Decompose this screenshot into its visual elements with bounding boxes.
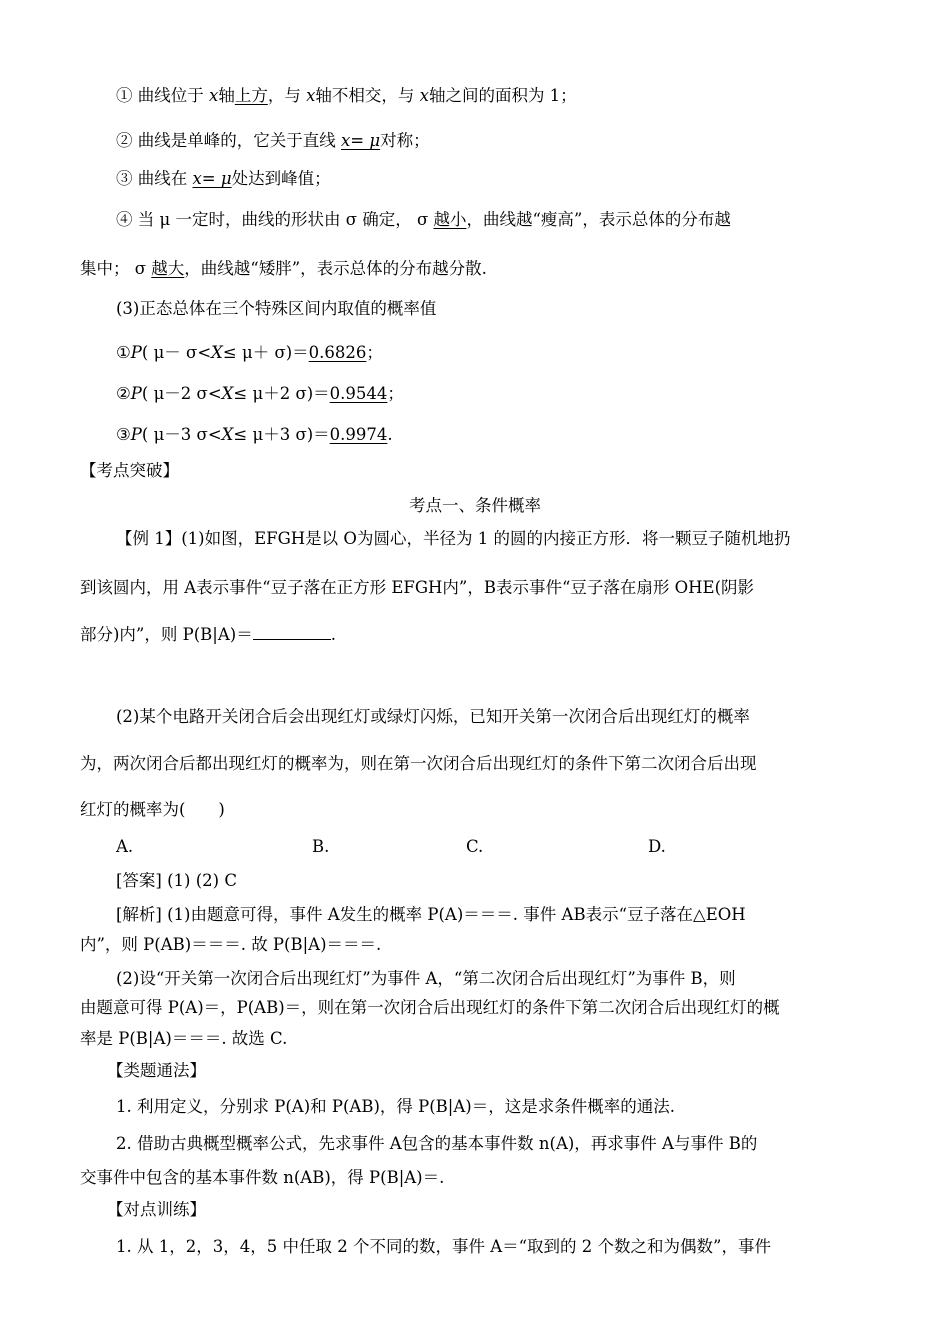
text: ，曲线越“瘦高”，表示总体的分布越 (466, 210, 731, 229)
method-line-3: 交事件中包含的基本事件数 n(AB)，得 P(B|A)＝. (80, 1168, 445, 1187)
option-c: C. (466, 837, 484, 856)
text: ③ (116, 425, 131, 444)
text: ≤ μ＋ σ)＝ (222, 343, 309, 362)
text: ④ 当 μ 一定时，曲线的形状由 σ 确定， σ (116, 210, 434, 229)
text: ≤ μ＋3 σ)＝ (233, 425, 330, 444)
text: . (387, 425, 393, 444)
probability-2 (116, 382, 404, 406)
property-4-line-2 (80, 257, 487, 281)
option-b: B. (312, 837, 330, 856)
property-3 (116, 167, 331, 191)
property-2 (116, 129, 430, 153)
text: ( μ－2 σ< (141, 384, 222, 403)
text: . (330, 625, 336, 644)
practice-heading: 【对点训练】 (107, 1200, 206, 1219)
underlined-answer: 0.6826 (308, 343, 367, 362)
analysis-line-2: 内”，则 P(AB)＝＝＝. 故 P(B|A)＝＝＝. (80, 935, 382, 954)
example-2-line-2: 为，两次闭合后都出现红灯的概率为，则在第一次闭合后出现红灯的条件下第二次闭合后出现 (80, 754, 757, 773)
text: ② 曲线是单峰的，它关于直线 (116, 131, 341, 150)
text: ； (366, 343, 383, 362)
practice-line-1: 1. 从 1，2，3，4，5 中任取 2 个不同的数，事件 A＝“取到的 2 个数之和为偶数”，事件 (116, 1237, 771, 1256)
analysis-line-1: [解析] (1)由题意可得，事件 A发生的概率 P(A)＝＝＝. 事件 AB表示“豆子落在△EOH (116, 905, 746, 924)
text: ② (116, 384, 131, 403)
section-heading-breakthrough: 【考点突破】 (80, 461, 179, 480)
text: ① 曲线位于 (116, 86, 209, 105)
math-x: x (209, 86, 219, 105)
example-2-line-1: (2)某个电路开关闭合后会出现红灯或绿灯闪烁，已知开关第一次闭合后出现红灯的概率 (116, 707, 750, 726)
underlined-answer: x= μ (192, 169, 232, 188)
probability-3 (116, 423, 393, 447)
option-d: D. (648, 837, 666, 856)
property-1 (116, 84, 577, 108)
underlined-answer: 上方 (234, 86, 268, 105)
text: 轴不相交，与 (315, 86, 420, 105)
example-1-line-1: 【例 1】(1)如图，EFGH是以 O为圆心，半径为 1 的圆的内接正方形．将一颗豆子随机地扔 (116, 529, 791, 548)
underlined-answer: x= μ (341, 131, 381, 150)
text: 轴 (218, 86, 235, 105)
math-x: x (306, 86, 316, 105)
math-p: P (130, 343, 142, 362)
answer: [答案] (1) (2) C (116, 871, 237, 890)
method-heading: 【类题通法】 (107, 1061, 206, 1080)
math-p: P (130, 384, 142, 403)
example-1-line-3 (80, 623, 336, 647)
text: ③ 曲线在 (116, 169, 193, 188)
text: 轴之间的面积为 1； (428, 86, 577, 105)
probability-1 (116, 341, 383, 365)
math-p: P (130, 425, 142, 444)
text: ① (116, 343, 131, 362)
analysis-line-4: 由题意可得 P(A)＝，P(AB)＝，则在第一次闭合后出现红灯的条件下第二次闭合后出现红灯的概 (80, 998, 780, 1017)
math-x: X (221, 384, 234, 403)
topic-title: 考点一、条件概率 (409, 496, 541, 515)
text: ，与 (267, 86, 307, 105)
example-1-line-2: 到该圆内，用 A表示事件“豆子落在正方形 EFGH内”，B表示事件“豆子落在扇形 OHE(阴影 (80, 578, 755, 597)
method-line-1: 1. 利用定义，分别求 P(A)和 P(AB)，得 P(B|A)＝，这是求条件概率的通法. (116, 1097, 675, 1116)
text: ( μ－3 σ< (141, 425, 222, 444)
section-3-heading: (3)正态总体在三个特殊区间内取值的概率值 (116, 299, 437, 318)
analysis-line-3: (2)设“开关第一次闭合后出现红灯”为事件 A，“第二次闭合后出现红灯”为事件 B，则 (116, 969, 736, 988)
example-2-line-3: 红灯的概率为( ) (80, 800, 225, 819)
underlined-answer: 越小 (433, 210, 467, 229)
property-4-line-1 (116, 208, 731, 232)
text: 处达到峰值； (231, 169, 331, 188)
text: ( μ－ σ< (141, 343, 212, 362)
text: ≤ μ＋2 σ)＝ (233, 384, 330, 403)
math-x: x (419, 86, 429, 105)
underlined-answer: 越大 (151, 259, 185, 278)
answer-blank (253, 623, 331, 640)
option-a: A. (116, 837, 134, 856)
text: 对称； (380, 131, 430, 150)
text: ，曲线越“矮胖”，表示总体的分布越分散. (184, 259, 487, 278)
underlined-answer: 0.9544 (329, 384, 388, 403)
text: 集中； σ (80, 259, 152, 278)
text: ； (387, 384, 404, 403)
underlined-answer: 0.9974 (329, 425, 388, 444)
text: 部分)内”，则 P(B|A)＝ (80, 625, 253, 644)
method-line-2: 2. 借助古典概型概率公式，先求事件 A包含的基本事件数 n(A)，再求事件 A与事件 B的 (116, 1134, 758, 1153)
analysis-line-5: 率是 P(B|A)＝＝＝. 故选 C. (80, 1029, 288, 1048)
math-x: X (221, 425, 234, 444)
math-x: X (211, 343, 223, 362)
